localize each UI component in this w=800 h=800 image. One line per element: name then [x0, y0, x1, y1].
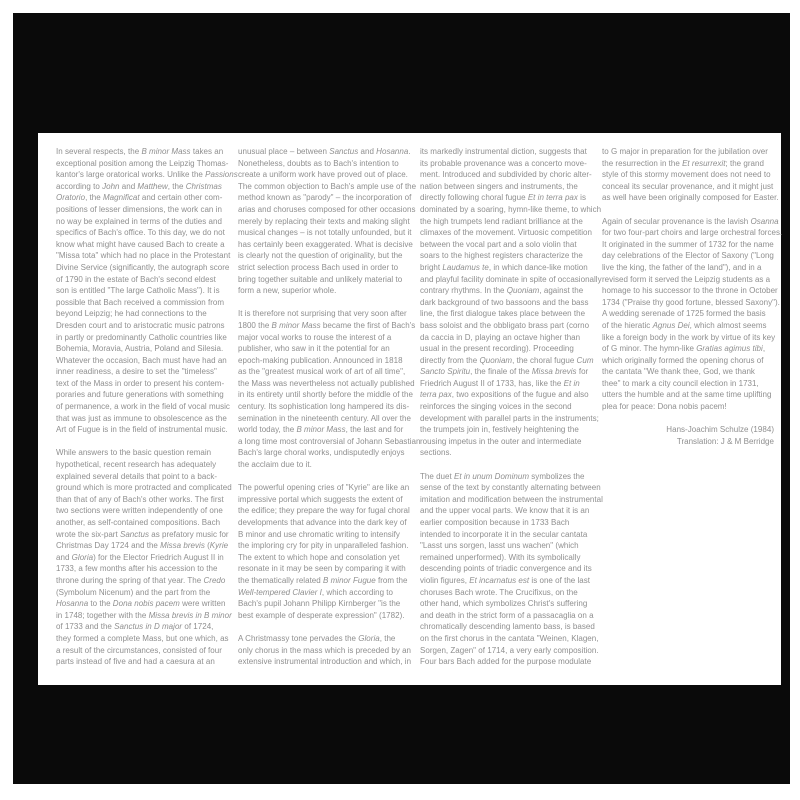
- paragraph: its markedly instrumental diction, suggests that its probable provenance was a concerto move- ment. Introduced and subdivided by choric alter- nation between singers and instruments, the directly following choral fugue Et in terra pax is dominated by a soaring, hymn-like theme, to which the high trumpets lend radiant brilliance at the climaxes of the movement. Virtuosic competition between the vocal part and a solo violin that soars to the highest registers characterize the bright Laudamus te, in which dance-like motion and playful facility dominate in spite of occasionally contrary rhythms. In the Quoniam, against the dark background of two bassoons and the bass line, the first dialogue takes place between the bass soloist and the obbligato brass part (corno da caccia in D, playing an octave higher than usual in the present recording). Proceeding directly from the Quoniam, the choral fugue Cum Sancto Spiritu, the finale of the Missa brevis for Friedrich August II of 1733, has, like the Et in terra pax, two expositions of the fugue and also reinforces the singing voices in the second development with parallel parts in the instruments; the trumpets join in, festively heightening the rousing impetus in the outer and intermediate sections.: [420, 147, 602, 458]
- text-column-3: [420, 146, 603, 679]
- text-column-2: [238, 146, 421, 679]
- paragraph: to G major in preparation for the jubilation over the resurrection in the Et resurrexit; the grand style of this stormy movement does not need to conceal its secular provenance, and it might just as well have been originally composed for Easter.: [602, 147, 779, 203]
- paragraph: While answers to the basic question remain hypothetical, recent research has adequately explained several details that point to a back- ground which is more protracted and complicated than that of any of Bach's other works. The first two sections were written independently of one another, as self-contained compositions. Bach wrote the six-part Sanctus as prefatory music for Christmas Day 1724 and the Missa brevis (Kyrie and Gloria) for the Elector Friedrich August II in 1733, a few months after his accession to the throne during the spring of that year. The Credo (Symbolum Nicenum) and the part from the Hosanna to the Dona nobis pacem were written in 1748; together with the Missa brevis in B minor of 1733 and the Sanctus in D major of 1724, they formed a complete Mass, but one which, as a result of the circumstances, consisted of four parts instead of five and had a caesura at an: [56, 448, 232, 667]
- paragraph: Again of secular provenance is the lavish Osanna for two four-part choirs and large orchestral forces. It originated in the summer of 1732 for the name day celebrations of the Elector of Saxony ("Long live the king, the father of the land"), and in a revised form it served the Leipzig students as a homage to his successor to the throne in October 1734 ("Praise thy good fortune, blessed Saxony"). A wedding serenade of 1725 formed the basis of the hieratic Agnus Dei, which almost seems like a foreign body in the work by virtue of its key of G minor. The hymn-like Gratias agimus tibi, which originally formed the opening chorus of the cantata "We thank thee, God, we thank thee" to mark a city council election in 1731, utters the humble and at the same time uplifting plea for peace: Dona nobis pacem!: [602, 216, 783, 412]
- paragraph: A Christmassy tone pervades the Gloria, the only chorus in the mass which is preceded by an extensive instrumental introduction and which, in: [238, 633, 412, 667]
- paragraph: The powerful opening cries of "Kyrie" are like an impressive portal which suggests the extent of the edifice; they prepare the way for fugal choral developments that advance into the dark key of B minor and use chromatic writing to intensify the imploring cry for pity in unparalleled fashion. The extent to which hope and consolation yet resonate in it may be seen by comparing it with the thematically related B minor Fugue from the Well-tempered Clavier I, which according to Bach's pupil Johann Philipp Kirnberger "is the best example of desperate expression" (1782).: [238, 483, 410, 620]
- text-columns: [56, 146, 783, 679]
- text-column-4: [602, 146, 783, 679]
- slide-frame: [13, 13, 790, 784]
- paragraph: In several respects, the B minor Mass takes an exceptional position among the Leipzig Thomas- kantor's large oratorical works. Unlike the Passions according to John and Matthew, the Christmas Oratorio, the Magnificat and certain other com- positions of lesser dimensions, the work can in no way be explained in terms of the duties and specifics of Bach's office. To this day, we do not know what might have caused Bach to create a "Missa tota" which had no place in the Protestant Divine Service (significantly, the autograph score of 1790 in the estate of Bach's second eldest son is entitled "The large Catholic Mass"). It is possible that Bach received a commission from beyond Leipzig; he had connections to the Dresden court and to aristocratic music patrons in partly or predominantly Catholic countries like Bohemia, Moravia, Austria, Poland and Silesia. Whatever the occasion, Bach must have had an inner readiness, a desire to set the "timeless" text of the Mass in order to present his contem- poraries and future generations with something of permanence, a work in the field of vocal music that was just as immune to obsolescence as the Art of Fugue is in the field of instrumental music.: [56, 147, 238, 435]
- paragraph: unusual place – between Sanctus and Hosanna. Nonetheless, doubts as to Bach's intention to create a uniform work have proved out of place. The common objection to Bach's ample use of the method known as "parody" – the incorporation of arias and choruses composed for other occasions merely by replacing their texts and making slight musical changes – is not totally unfounded, but it has certainly been exaggerated. What is decisive is clearly not the question of originality, but the strict selection process Bach used in order to bring together suitable and unlikely material to form a new, superior whole.: [238, 147, 417, 296]
- text-column-1: [56, 146, 238, 679]
- paragraph: Hans-Joachim Schulze (1984) Translation: J & M Berridge: [666, 425, 774, 446]
- paragraph: The duet Et in unum Dominum symbolizes the sense of the text by constantly alternating between imitation and modification between the instrumental and the upper vocal parts. We know that it is an earlier composition because in 1733 Bach intended to incorporate it in the secular cantata "Lasst uns sorgen, lasst uns wachen" (which remained unperformed). With its symbolically descending points of triadic convergence and its violin figures, Et incarnatus est is one of the last choruses Bach wrote. The Crucifixus, on the other hand, which symbolizes Christ's suffering and death in the strict form of a passacaglia on a chromatically descending lamento bass, is based on the first chorus in the cantata "Weinen, Klagen, Sorgen, Zagen" of 1714, a very early composition. Four bars Bach added for the purpose modulate: [420, 471, 603, 667]
- paragraph: It is therefore not surprising that very soon after 1800 the B minor Mass became the first of Bach's major vocal works to rouse the interest of a publisher, who saw in it the potential for an epoch-making publication. Announced in 1818 as the "greatest musical work of art of all time", the Mass was nevertheless not actually published in its entirety until shortly before the middle of the century. Its sophistication long hampered its dis- semination in the nineteenth century. All over the world today, the B minor Mass, the last and for a long time most controversial of Johann Sebastian Bach's large choral works, undisputedly enjoys the acclaim due to it.: [238, 309, 421, 470]
- booklet-page: [38, 133, 781, 685]
